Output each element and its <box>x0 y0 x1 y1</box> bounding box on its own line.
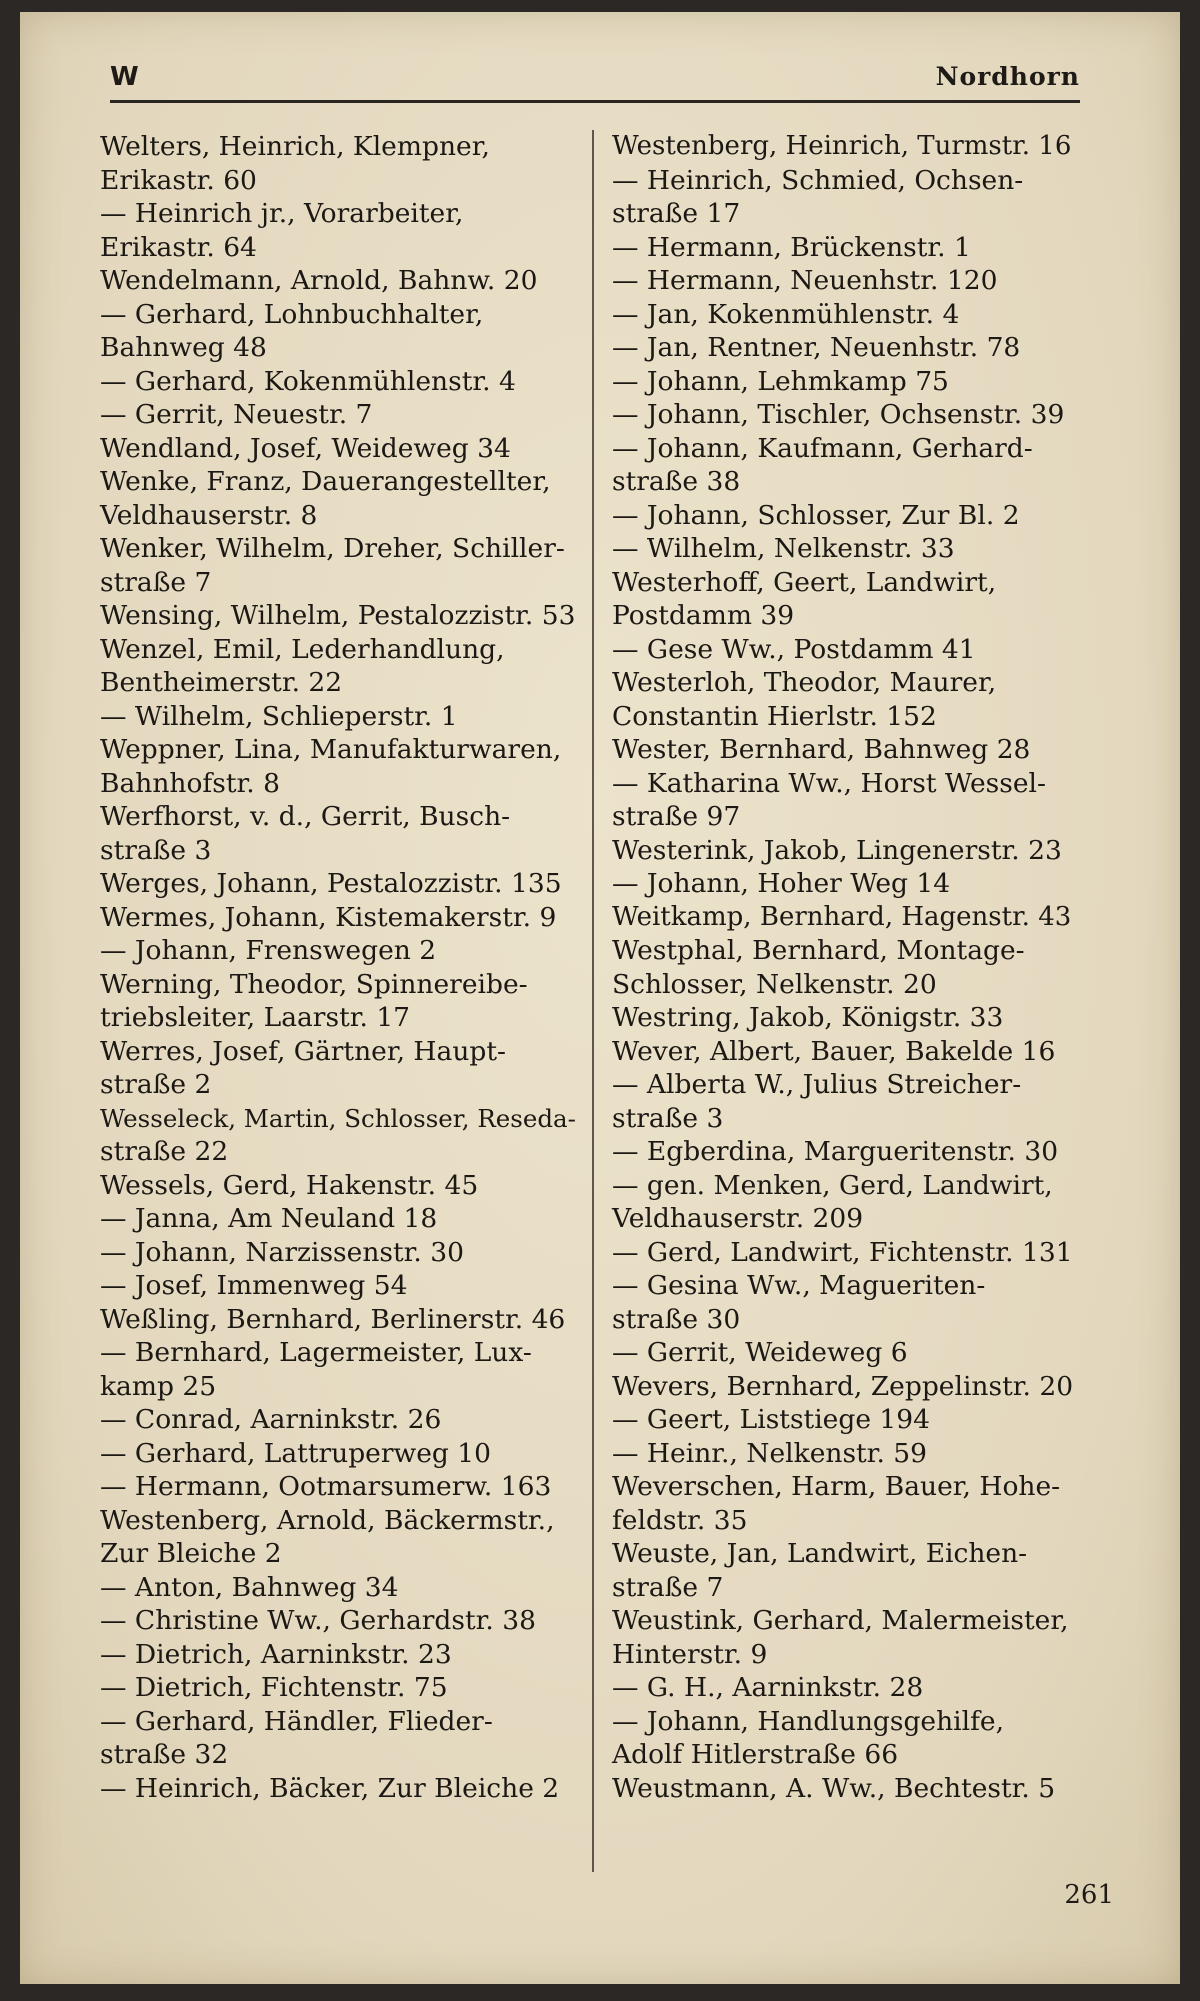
directory-line: Wenzel, Emil, Lederhandlung, <box>100 633 505 665</box>
directory-line: Westring, Jakob, Königstr. 33 <box>612 1002 1004 1033</box>
directory-line: Weppner, Lina, Manufakturwaren, <box>100 734 562 765</box>
directory-line: Adolf Hitlerstraße 66 <box>612 1739 899 1770</box>
directory-line: — Hermann, Brückenstr. 1 <box>612 231 971 263</box>
directory-line: Zur Bleiche 2 <box>100 1538 282 1569</box>
directory-line: — Gerhard, Lohnbuchhalter, <box>100 298 484 330</box>
directory-line: — Christine Ww., Gerhardstr. 38 <box>100 1605 536 1636</box>
directory-line: — Hermann, Ootmarsumerw. 163 <box>100 1471 552 1502</box>
directory-line: Westenberg, Arnold, Bäckermstr., <box>100 1504 555 1536</box>
directory-line: — Johann, Handlungsgehilfe, <box>612 1705 1005 1737</box>
directory-line: — Gese Ww., Postdamm 41 <box>612 633 976 665</box>
page-number: 261 <box>1064 1880 1114 1910</box>
directory-line: Veldhauserstr. 209 <box>612 1203 864 1234</box>
directory-line: — Katharina Ww., Horst Wessel- <box>612 767 1046 799</box>
directory-line: — Johann, Schlosser, Zur Bl. 2 <box>612 499 1020 531</box>
directory-line: — Heinrich, Bäcker, Zur Bleiche 2 <box>100 1772 560 1804</box>
directory-line: Westerink, Jakob, Lingenerstr. 23 <box>612 834 1062 866</box>
directory-line: Wendelmann, Arnold, Bahnw. 20 <box>100 265 538 296</box>
directory-line: Weitkamp, Bernhard, Hagenstr. 43 <box>612 901 1072 932</box>
directory-line: Westerloh, Theodor, Maurer, <box>612 667 997 698</box>
directory-line: — Hermann, Neuenhstr. 120 <box>612 265 998 296</box>
directory-line: Werges, Johann, Pestalozzistr. 135 <box>100 868 562 899</box>
directory-line: kamp 25 <box>100 1370 217 1402</box>
directory-line: — Dietrich, Aarninkstr. 23 <box>100 1638 452 1670</box>
directory-line: — Heinrich jr., Vorarbeiter, <box>100 198 464 229</box>
directory-line: — Gerhard, Händler, Flieder- <box>100 1705 493 1737</box>
directory-line: straße 7 <box>612 1571 724 1603</box>
directory-line: straße 97 <box>612 801 741 832</box>
directory-line: Postdamm 39 <box>612 600 795 631</box>
directory-line: — Gesina Ww., Magueriten- <box>612 1270 986 1301</box>
directory-line: Weustmann, A. Ww., Bechtestr. 5 <box>612 1772 1056 1804</box>
page-header <box>110 60 1080 104</box>
directory-line: — Egberdina, Margueritenstr. 30 <box>612 1136 1059 1167</box>
directory-line: Constantin Hierlstr. 152 <box>612 700 937 732</box>
directory-line: — Bernhard, Lagermeister, Lux- <box>100 1337 532 1368</box>
directory-line: triebsleiter, Laarstr. 17 <box>100 1002 411 1033</box>
directory-line: Wenke, Franz, Dauerangestellter, <box>100 466 551 497</box>
directory-line: — Jan, Kokenmühlenstr. 4 <box>612 298 960 330</box>
directory-line: Westerhoff, Geert, Landwirt, <box>612 566 997 598</box>
directory-line: Wendland, Josef, Weideweg 34 <box>100 432 511 464</box>
directory-line: Hinterstr. 9 <box>612 1638 768 1670</box>
directory-line: — Johann, Frenswegen 2 <box>100 935 437 966</box>
directory-line: straße 22 <box>100 1136 229 1167</box>
directory-line: Werfhorst, v. d., Gerrit, Busch- <box>100 801 511 832</box>
left-column <box>100 130 582 1872</box>
directory-line: straße 17 <box>612 198 741 229</box>
directory-line: Wester, Bernhard, Bahnweg 28 <box>612 734 1031 765</box>
directory-line: — Gerhard, Kokenmühlenstr. 4 <box>100 365 516 397</box>
directory-line: — Jan, Rentner, Neuenhstr. 78 <box>612 332 1021 363</box>
directory-line: — gen. Menken, Gerd, Landwirt, <box>612 1169 1053 1201</box>
directory-line: straße 30 <box>612 1303 741 1335</box>
directory-line: — Wilhelm, Schlieperstr. 1 <box>100 700 458 732</box>
directory-line: Veldhauserstr. 8 <box>100 499 318 531</box>
directory-line: Weustink, Gerhard, Malermeister, <box>612 1605 1069 1636</box>
directory-line: Westphal, Bernhard, Montage- <box>612 935 1025 966</box>
directory-line: — Johann, Narzissenstr. 30 <box>100 1236 464 1268</box>
directory-line: Welters, Heinrich, Klempner, <box>100 131 490 162</box>
directory-line: straße 3 <box>612 1102 724 1134</box>
running-head-place: Nordhorn <box>935 62 1080 91</box>
directory-line: Bahnhofstr. 8 <box>100 767 280 799</box>
directory-line: Schlosser, Nelkenstr. 20 <box>612 968 937 1000</box>
directory-line: — Johann, Hoher Weg 14 <box>612 868 951 899</box>
directory-line: — Johann, Lehmkamp 75 <box>612 365 949 397</box>
directory-line: straße 2 <box>100 1069 212 1100</box>
directory-line: — Geert, Liststiege 194 <box>612 1404 930 1435</box>
directory-line: straße 7 <box>100 566 212 598</box>
directory-line: — G. H., Aarninkstr. 28 <box>612 1672 924 1703</box>
directory-line: Weverschen, Harm, Bauer, Hohe- <box>612 1471 1061 1502</box>
directory-line: — Alberta W., Julius Streicher- <box>612 1069 1022 1100</box>
directory-line: Wermes, Johann, Kistemakerstr. 9 <box>100 901 557 933</box>
directory-line: — Heinr., Nelkenstr. 59 <box>612 1437 928 1469</box>
directory-line: — Gerd, Landwirt, Fichtenstr. 131 <box>612 1236 1073 1268</box>
directory-line: straße 38 <box>612 466 741 497</box>
directory-line: — Anton, Bahnweg 34 <box>100 1571 399 1603</box>
directory-line: — Gerrit, Neuestr. 7 <box>100 399 373 430</box>
directory-line: Wevers, Bernhard, Zeppelinstr. 20 <box>612 1370 1074 1402</box>
directory-line: — Dietrich, Fichtenstr. 75 <box>100 1672 448 1703</box>
directory-line: Wensing, Wilhelm, Pestalozzistr. 53 <box>100 600 576 631</box>
directory-line: Westenberg, Heinrich, Turmstr. 16 <box>612 131 1072 161</box>
directory-line: — Heinrich, Schmied, Ochsen- <box>612 164 1024 196</box>
directory-line: Wenker, Wilhelm, Dreher, Schiller- <box>100 533 565 564</box>
directory-line: Werning, Theodor, Spinnereibe- <box>100 968 528 1000</box>
directory-line: Wever, Albert, Bauer, Bakelde 16 <box>612 1035 1056 1067</box>
directory-line: — Gerrit, Weideweg 6 <box>612 1337 908 1368</box>
directory-line: Bahnweg 48 <box>100 332 267 363</box>
directory-line: straße 32 <box>100 1739 229 1770</box>
directory-line: Weuste, Jan, Landwirt, Eichen- <box>612 1538 1028 1569</box>
directory-line: Wessels, Gerd, Hakenstr. 45 <box>100 1169 479 1201</box>
directory-line: Erikastr. 64 <box>100 231 257 263</box>
directory-line: Erikastr. 60 <box>100 164 257 196</box>
directory-line: — Josef, Immenweg 54 <box>100 1270 408 1301</box>
header-rule <box>110 100 1080 103</box>
directory-line: Bentheimerstr. 22 <box>100 667 343 698</box>
directory-line: straße 3 <box>100 834 212 866</box>
column-divider <box>592 130 594 1872</box>
directory-line: Werres, Josef, Gärtner, Haupt- <box>100 1035 506 1067</box>
right-column <box>612 130 1080 1872</box>
directory-line: Weßling, Bernhard, Berlinerstr. 46 <box>100 1303 566 1335</box>
directory-line: — Conrad, Aarninkstr. 26 <box>100 1404 442 1435</box>
directory-line: — Johann, Tischler, Ochsenstr. 39 <box>612 399 1065 430</box>
directory-line: — Gerhard, Lattruperweg 10 <box>100 1437 492 1469</box>
directory-line: Wesseleck, Martin, Schlosser, Reseda- <box>100 1103 576 1133</box>
directory-line: feldstr. 35 <box>612 1504 748 1536</box>
directory-line: — Johann, Kaufmann, Gerhard- <box>612 432 1033 464</box>
directory-line: — Wilhelm, Nelkenstr. 33 <box>612 533 955 564</box>
directory-line: — Janna, Am Neuland 18 <box>100 1203 438 1234</box>
section-letter: W <box>110 62 139 92</box>
